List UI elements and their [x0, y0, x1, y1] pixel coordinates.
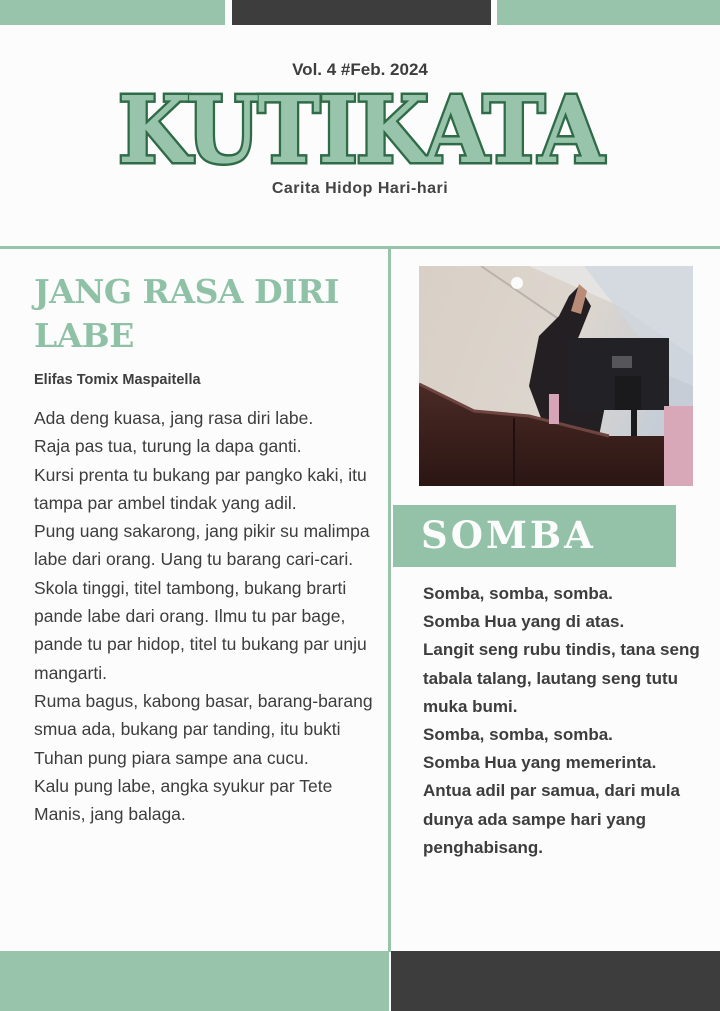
paragraph: Somba Hua yang memerinta. Antua adil par samua, dari mula dunya ada sampe hari yang penghabisang.: [423, 753, 680, 857]
column-divider: [388, 246, 391, 952]
masthead: [0, 80, 720, 180]
left-article: [34, 270, 379, 828]
section-title: SOMBA: [421, 513, 596, 557]
tagline: Carita Hidop Hari-hari: [271, 180, 449, 197]
top-bar-center: [232, 0, 491, 25]
article-title: JANG RASA DIRI LABE: [34, 272, 339, 355]
paragraph: Somba Hua yang di atas.: [423, 612, 625, 632]
article-photo: [419, 266, 693, 486]
photo-pulpit-image: [419, 266, 693, 486]
paragraph: Somba, somba, somba.: [423, 725, 613, 745]
paragraph: Ada deng kuasa, jang rasa diri labe.: [34, 408, 314, 428]
svg-text:KUTIKATA: KUTIKATA: [118, 80, 606, 180]
masthead-logo: [0, 80, 720, 180]
right-article-body: [423, 580, 703, 862]
bottom-bar-right: [391, 951, 720, 1011]
paragraph: Pung uang sakarong, jang pikir su malimpa labe dari orang. Uang tu barang cari-cari.: [34, 521, 370, 570]
paragraph: Raja pas tua, turung la dapa ganti.: [34, 436, 302, 457]
bottom-bar-left: [0, 951, 389, 1011]
top-bar-right: [497, 0, 720, 25]
paragraph: Langit seng rubu tindis, tana seng tabala talang, lautang seng tutu muka bumi.: [423, 640, 700, 716]
paragraph: Ruma bagus, kabong basar, barang-barang smua ada, bukang par tanding, itu bukti Tuhan pung piara sampe ana cucu.: [34, 690, 373, 768]
horizontal-divider: [0, 246, 720, 249]
paragraph: Kursi prenta tu bukang par pangko kaki, itu tampa par ambel tindak yang adil.: [34, 464, 367, 513]
paragraph: Somba, somba, somba.: [423, 584, 613, 603]
paragraph: Kalu pung labe, angka syukur par Tete Manis, jang balaga.: [34, 775, 333, 825]
issue-volume: Vol. 4 #Feb. 2024: [292, 60, 428, 79]
top-bar-left: [0, 0, 225, 25]
paragraph: Skola tinggi, titel tambong, bukang brarti pande labe dari orang. Ilmu tu par bage, pande tu par hidop, titel tu bukang par unju mangarti.: [34, 577, 367, 683]
article-body: [34, 404, 379, 828]
article-author: Elifas Tomix Maspaitella: [34, 372, 201, 388]
section-header-somba: [393, 505, 676, 567]
